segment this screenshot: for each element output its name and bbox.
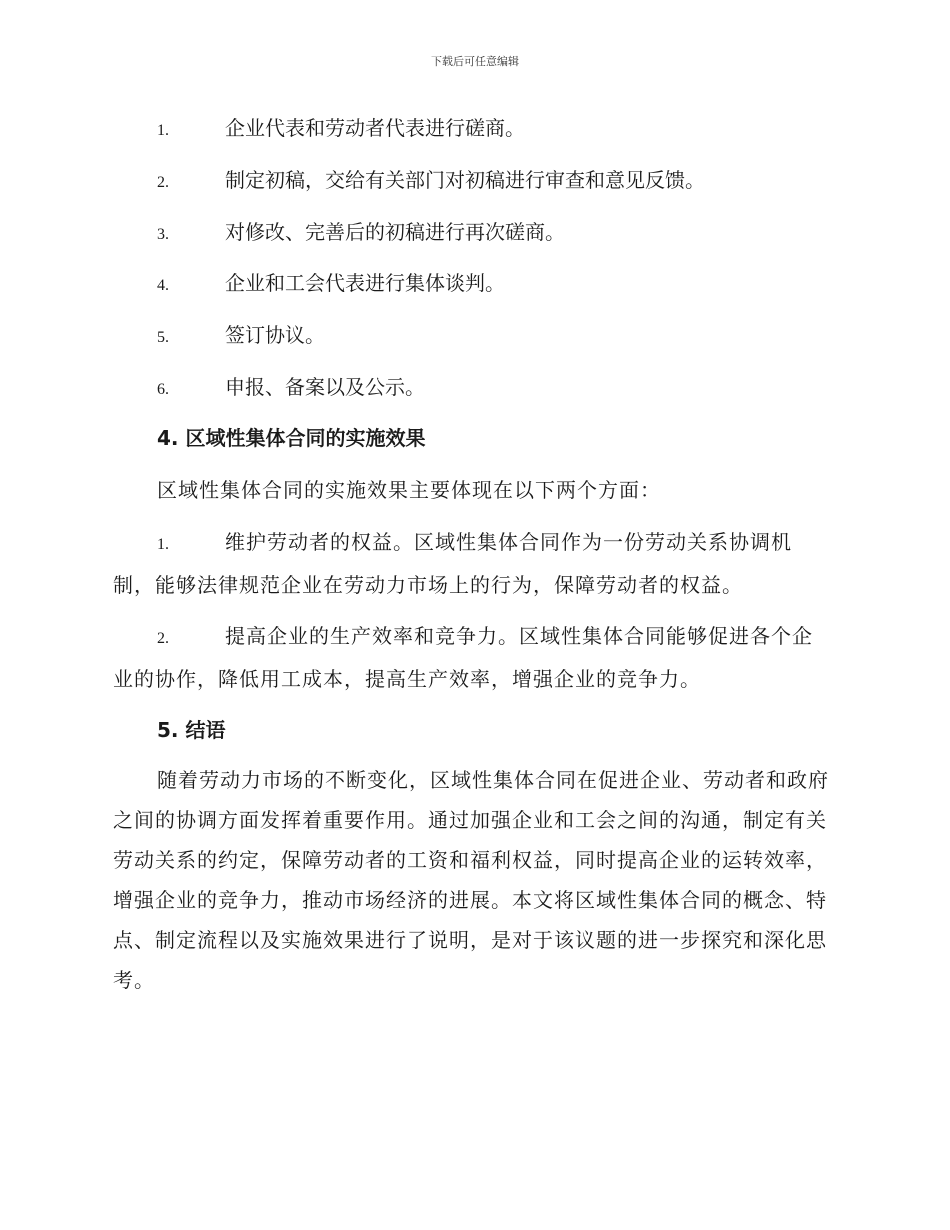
list-item-text: 企业和工会代表进行集体谈判。 <box>225 271 505 295</box>
list-item <box>157 166 837 197</box>
list-item <box>157 373 837 404</box>
list-item <box>157 114 837 145</box>
list-item-text: 维护劳动者的权益。区域性集体合同作为一份劳动关系协调机制，能够法律规范企业在劳动力市场上的行为，保障劳动者的权益。 <box>113 530 792 597</box>
list-item <box>113 522 833 605</box>
list-item-text: 企业代表和劳动者代表进行磋商。 <box>225 116 525 140</box>
conclusion-paragraph: 随着劳动力市场的不断变化，区域性集体合同在促进企业、劳动者和政府之间的协调方面发挥着重要作用。通过加强企业和工会之间的沟通，制定有关劳动关系的约定，保障劳动者的工资和福利权益，同时提高企业的运转效率，增强企业的竞争力，推动市场经济的进展。本文将区域性集体合同的概念、特点、制定流程以及实施效果进行了说明，是对于该议题的进一步探究和深化思考。 <box>113 768 829 992</box>
section-heading: 4. 区域性集体合同的实施效果 <box>157 426 426 450</box>
list-item-number: 1. <box>157 122 169 139</box>
section-intro: 区域性集体合同的实施效果主要体现在以下两个方面： <box>157 478 661 502</box>
list-item-number: 2. <box>157 630 169 647</box>
list-item <box>113 616 833 699</box>
list-item-text: 申报、备案以及公示。 <box>225 375 425 399</box>
list-item-number: 3. <box>157 226 169 243</box>
list-item <box>157 218 837 249</box>
list-item-number: 2. <box>157 174 169 191</box>
page-header: 下载后可任意编辑 <box>431 55 519 68</box>
list-item-text: 签订协议。 <box>225 323 325 347</box>
list-item <box>157 321 837 352</box>
list-item-text: 提高企业的生产效率和竞争力。区域性集体合同能够促进各个企业的协作，降低用工成本，提高生产效率，增强企业的竞争力。 <box>113 624 813 691</box>
list-item-text: 制定初稿，交给有关部门对初稿进行审查和意见反馈。 <box>225 168 705 192</box>
list-item-number: 1. <box>157 536 169 553</box>
list-item-number: 6. <box>157 381 169 398</box>
list-item-number: 5. <box>157 329 169 346</box>
section-heading: 5. 结语 <box>157 718 226 742</box>
list-item <box>157 269 837 300</box>
list-item-text: 对修改、完善后的初稿进行再次磋商。 <box>225 220 565 244</box>
list-item-number: 4. <box>157 277 169 294</box>
